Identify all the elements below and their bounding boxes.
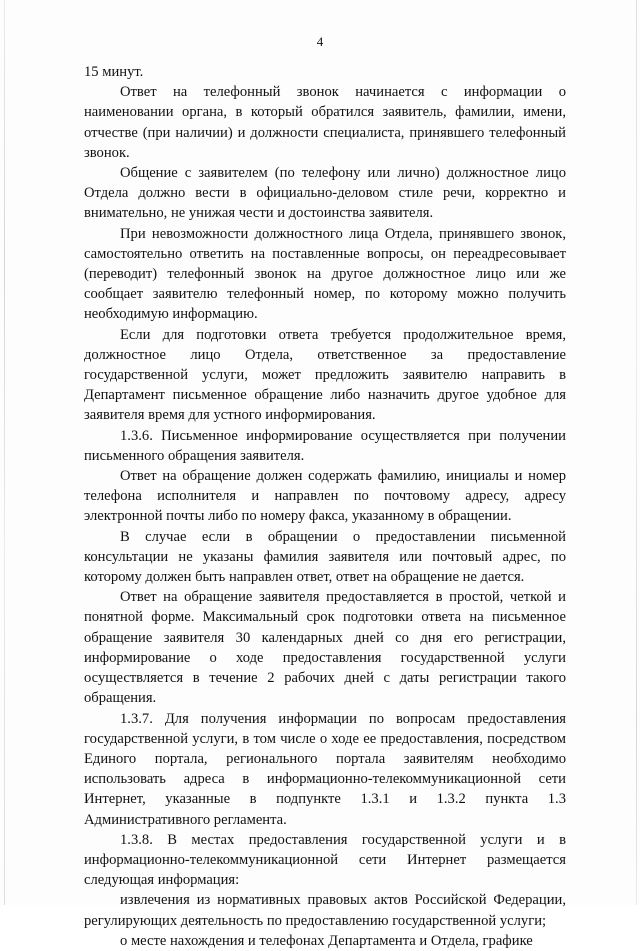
scan-edge-right bbox=[636, 0, 637, 905]
paragraph-1-3-6: 1.3.6. Письменное информирование осуществляется при получении письменного обращения заявителя. bbox=[84, 427, 566, 464]
paragraph-answer-contents: Ответ на обращение должен содержать фамилию, инициалы и номер телефона исполнителя и направлен по почтовому адресу, адресу электронной почты либо по номеру факса, указанному в обращении. bbox=[84, 468, 566, 525]
paragraph-answer-terms: Ответ на обращение заявителя предоставляется в простой, четкой и понятной форме. Максимальный срок подготовки ответа на письменное обращение заявителя 30 календарных дней со дня его регистрации, информирование о ходе предоставления государственной услуги осуществляется в течение 2 рабочих дней с даты регистрации такого обращения. bbox=[84, 589, 566, 707]
paragraph-call-redirect: При невозможности должностного лица Отдела, принявшего звонок, самостоятельно ответить на поставленные вопросы, он переадресовывает (переводит) телефонный звонок на другое должностное лицо или же сообщает заявителю телефонный номер, по которому можно получить необходимую информацию. bbox=[84, 225, 566, 323]
scan-edge-left bbox=[4, 0, 5, 905]
document-body bbox=[84, 62, 566, 951]
paragraph-extracts: извлечения из нормативных правовых актов Российской Федерации, регулирующих деятельность по предоставлению государственной услуги; bbox=[84, 892, 566, 929]
paragraph-1-3-8: 1.3.8. В местах предоставления государственной услуги и в информационно-телекоммуникационной сети Интернет размещается следующая информация: bbox=[84, 831, 566, 889]
paragraph-long-answer: Если для подготовки ответа требуется продолжительное время, должностное лицо Отдела, ответственное за предоставление государственной услуги, может предложить заявителю направить в Департамент письменное обращение либо назначить другое удобное для заявителя время для устного информирования. bbox=[84, 326, 566, 424]
paragraph-continuation: 15 минут. bbox=[84, 64, 144, 80]
paragraph-no-answer: В случае если в обращении о предоставлении письменной консультации не указаны фамилия заявителя или почтовый адрес, по которому должен быть направлен ответ, ответ на обращение не дается. bbox=[84, 528, 566, 586]
paragraph-phone-answer: Ответ на телефонный звонок начинается с информации о наименовании органа, в который обратился заявитель, фамилии, имени, отчестве (при наличии) и должности специалиста, принявшего телефонный звонок. bbox=[84, 84, 566, 161]
page-number: 4 bbox=[316, 34, 324, 49]
paragraph-location: о месте нахождения и телефонах Департамента и Отдела, графике bbox=[120, 932, 533, 949]
paragraph-1-3-7: 1.3.7. Для получения информации по вопросам предоставления государственной услуги, в том числе о ходе ее предоставления, посредством Единого портала, регионального портала заявителям необходимо использовать адреса в информационно-телекоммуникационной сети Интернет, указанные в подпункте 1.3.1 и 1.3.2 пункта 1.3 Административного регламента. bbox=[84, 710, 566, 828]
paragraph-communication-style: Общение с заявителем (по телефону или лично) должностное лицо Отдела должно вести в официально-деловом стиле речи, корректно и внимательно, не унижая чести и достоинства заявителя. bbox=[84, 165, 566, 222]
